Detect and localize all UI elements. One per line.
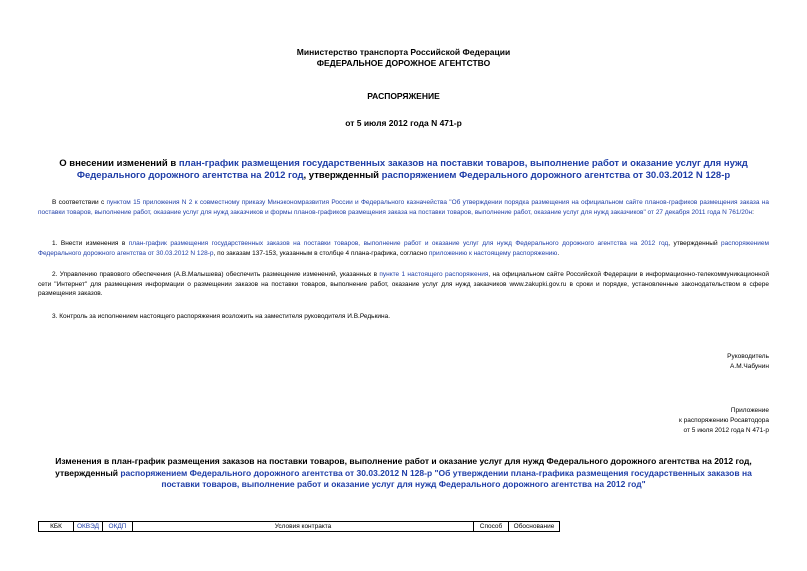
item-3-paragraph: 3. Контроль за исполнением настоящего распоряжения возложить на заместителя руководителя И.В.Редькина. [52,313,391,320]
appendix-link[interactable]: приложению к настоящему распоряжению [428,249,558,257]
item-2-paragraph [38,270,769,299]
item-1-text: . [557,249,560,257]
column-header-okved[interactable]: ОКВЭД [74,522,103,532]
document-date: от 5 июля 2012 года N 471-р [345,118,462,128]
appendix-label: Приложение [730,407,769,414]
column-header-kbk: КБК [39,522,74,532]
order-128-link[interactable]: распоряжением Федерального дорожного агентства от 30.03.2012 N 128-р "Об утверждении плана-графика размещения государственных заказов на поставки товаров, выполнение работ и оказание услуг для нужд Федерального дорожного агентства на 2012 год" [120,467,752,489]
annex-title [36,456,771,491]
table-header-row [39,522,560,532]
plan-schedule-link[interactable]: план-график размещения государственных заказов на поставки товаров, выполнение работ и оказание услуг для нужд Федерального дорожного агентства на 2012 год [76,158,748,181]
plan-schedule-table [38,521,560,532]
item-1-text: , по заказам 137-153, указанным в столбце 4 плана-графика, согласно [213,249,429,257]
item-2-text: 2. Управлению правового обеспечения (А.В.Малышева) обеспечить размещение изменений, указанных в [52,271,380,278]
point-1-link[interactable]: пункте 1 настоящего распоряжения [379,271,489,278]
item-2-text: , на официальном сайте Российской Федерации в информационно-телекоммуникационной сети "Интернет" для размещения информации о размещении заказов на поставки товаров, выполнение работ, оказание услуг для нужд заказчиков www.zakupki.gov.ru в сроки и порядке, установленные законодательством в сфере размещения заказов. [38,271,769,298]
title-text: , утвержденный [303,170,382,181]
signature-name: А.М.Чабунин [730,363,769,370]
title-text: О внесении изменений в [59,158,179,169]
annex-title-text: Изменения в план-график размещения заказов на поставки товаров, выполнение работ и оказание услуг для нужд Федерального дорожного агентства на 2012 год, утвержденный [55,456,752,478]
signature-role: Руководитель [727,353,769,360]
order-128-link[interactable]: распоряжением Федерального дорожного агентства от 30.03.2012 N 128-р [381,170,731,181]
preamble-text: В соответствии с [52,199,107,206]
document-title [36,158,771,182]
document-type: РАСПОРЯЖЕНИЕ [367,91,440,101]
appendix-order-ref: к распоряжению Росавтодора [678,417,769,424]
item-1-paragraph [38,239,769,258]
appendix-order-date: от 5 июля 2012 года N 471-р [683,427,769,434]
item-1-text: 1. Внести изменения в [52,240,129,247]
preamble-paragraph [38,198,769,217]
agency-name: ФЕДЕРАЛЬНОЕ ДОРОЖНОЕ АГЕНТСТВО [316,58,491,68]
plan-schedule-link[interactable]: план-график размещения государственных заказов на поставки товаров, выполнение работ и оказание услуг для нужд Федерального дорожного агентства на 2012 год [128,240,669,247]
order-128-link[interactable]: распоряжением Федерального дорожного агентства от 30.03.2012 N 128-р [38,240,769,257]
column-header-contract-terms: Условия контракта [133,522,474,532]
item-1-text: , утвержденный [668,240,722,247]
column-header-justification: Обоснование [509,522,560,532]
preamble-text: : [752,208,754,216]
ministry-name: Министерство транспорта Российской Федерации [296,47,511,57]
joint-order-link[interactable]: пунктом 15 приложения N 2 к совместному приказу Минэкономразвития России и Федерального казначейства "Об утверждении порядка размещения на официальном сайте планов-графиков размещения заказа на поставки товаров, выполнение работ, оказание услуг для нужд заказчиков и формы планов-графиков размещения заказа на поставки товаров, выполнение работ, оказание услуг для нужд заказчиков" от 27 декабря 2011 года N 761/20н [38,199,770,216]
column-header-method: Способ [474,522,509,532]
column-header-okdp[interactable]: ОКДП [103,522,133,532]
